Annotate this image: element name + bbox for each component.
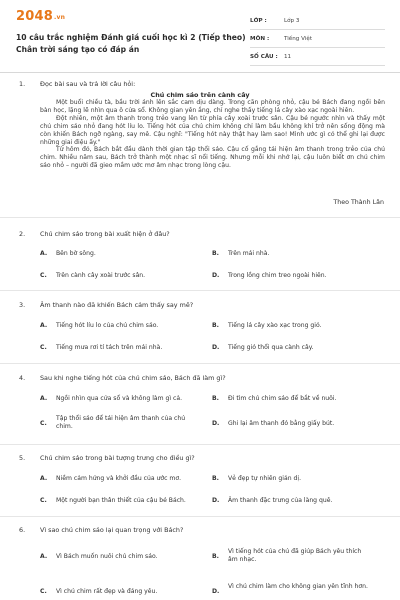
question-divider	[0, 516, 400, 517]
question-number: 5.	[19, 454, 26, 462]
meta-question-count: SỐ CÂU : 11	[250, 48, 385, 66]
passage-title: Chú chim sáo trên cành cây	[150, 91, 250, 99]
document-header	[0, 0, 400, 70]
question-text: Âm thanh nào đã khiến Bách cảm thấy say mê?	[40, 301, 194, 309]
passage-paragraph: Một buổi chiều tà, bầu trời ánh lên sắc cam dịu dàng. Trong căn phòng nhỏ, cậu bé Bách đang ngồi bên bàn học, lặng lẽ nhìn qua ô cửa sổ. Không gian yên ắng, chỉ nghe thấy tiếng lá cây xào xạc ngoài hiên.	[40, 99, 385, 114]
question-text: Chú chim sáo trong bài tượng trưng cho điều gì?	[40, 454, 195, 462]
question-number: 2.	[19, 230, 26, 238]
question-text: Sau khi nghe tiếng hót của chú chim sáo, Bách đã làm gì?	[40, 374, 226, 382]
question-number: 1.	[19, 80, 26, 88]
document-meta	[250, 12, 385, 66]
question-number: 4.	[19, 374, 26, 382]
question-number: 3.	[19, 301, 26, 309]
question-text: Vì sao chú chim sáo lại quan trọng với Bách?	[40, 526, 184, 534]
question-divider	[0, 290, 400, 291]
document-title: 10 câu trắc nghiệm Đánh giá cuối học kì 2 (Tiếp theo) Chân trời sáng tạo có đáp án	[16, 33, 246, 54]
question-number: 6.	[19, 526, 26, 534]
meta-subject: MÔN : Tiếng Việt	[250, 30, 385, 48]
question-text: Đọc bài sau và trả lời câu hỏi:	[40, 80, 136, 88]
passage-body	[40, 99, 385, 170]
header-divider	[0, 72, 400, 73]
passage-paragraph: Đột nhiên, một âm thanh trong trẻo vang lên từ phía cây xoài trước sân. Cậu bé ngước nhìn và thấy một chú chim sáo nhỏ đang hót líu lo. Tiếng hót của chú chim không chỉ làm bầu không khí trở nên sống động mà còn khiến Bách ngỡ ngàng, say mê. Cậu nghĩ: "Tiếng hót này thật hay làm sao! Mình ước gì có thể ghi lại được những giai điệu ấy."	[40, 114, 385, 146]
question-divider	[0, 444, 400, 445]
site-logo[interactable]: 2048.vn	[16, 9, 66, 24]
passage-author: Theo Thành Lân	[333, 199, 384, 206]
meta-class: LỚP : Lớp 3	[250, 12, 385, 30]
passage-paragraph: Từ hôm đó, Bách bắt đầu dành thời gian tập thổi sáo. Cậu cố gắng tái hiện âm thanh trong trẻo của chú chim. Nhiều năm sau, Bách trở thành một nhạc sĩ nổi tiếng. Nhưng mỗi khi nhớ lại, cậu luôn biết ơn chú chim sáo nhỏ – người đã gieo mầm ước mơ âm nhạc trong lòng cậu.	[40, 146, 385, 170]
question-text: Chú chim sáo trong bài xuất hiện ở đâu?	[40, 230, 170, 238]
question-divider	[0, 363, 400, 364]
question-divider	[0, 217, 400, 218]
